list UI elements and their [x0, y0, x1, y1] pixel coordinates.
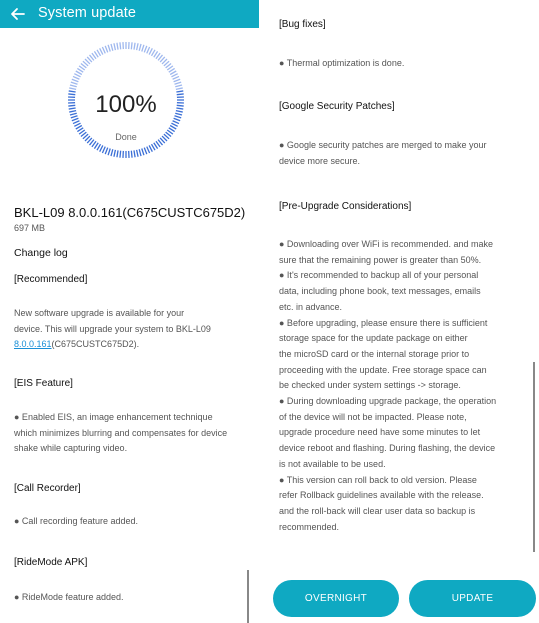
progress-tick: [170, 126, 176, 130]
progress-tick: [173, 121, 179, 124]
ridemode-heading: [RideMode APK]: [14, 557, 88, 568]
progress-tick: [108, 149, 110, 156]
bug-fixes-heading: [Bug fixes]: [279, 19, 326, 30]
progress-tick: [139, 149, 141, 156]
progress-tick: [76, 71, 82, 75]
pre-upgrade-line: data, including phone book, text messages, emails: [279, 286, 481, 297]
left-panel: [0, 0, 259, 623]
pre-upgrade-line: ● It's recommended to backup all of your personal: [279, 270, 479, 281]
progress-tick: [69, 88, 76, 89]
progress-tick: [102, 147, 105, 153]
progress-tick: [73, 76, 79, 79]
pre-upgrade-line: upgrade procedure need have some minutes to let: [279, 427, 481, 438]
progress-tick: [137, 150, 138, 157]
app-bar-title: System update: [38, 5, 137, 21]
ridemode-text: ● RideMode feature added.: [14, 592, 124, 602]
progress-tick: [102, 47, 105, 53]
pre-upgrade-heading: [Pre-Upgrade Considerations]: [279, 201, 412, 212]
pre-upgrade-text: [279, 237, 496, 535]
right-scrollbar[interactable]: [533, 362, 535, 552]
pre-upgrade-line: and the roll-back will clear user data so backup is: [279, 505, 476, 516]
progress-tick: [73, 121, 79, 124]
progress-tick: [71, 82, 78, 84]
progress-tick: [131, 42, 132, 49]
progress-tick: [137, 43, 138, 50]
progress-tick: [139, 44, 141, 51]
progress-tick: [100, 145, 103, 151]
pre-upgrade-line: of the device will not be impacted. Please note,: [279, 411, 467, 422]
pre-upgrade-line: ● During downloading upgrade package, the operation: [279, 396, 497, 407]
version-link[interactable]: 8.0.0.161: [14, 339, 52, 350]
recommended-text: New software upgrade is available for your device. This will upgrade your system to BKL-L09 8.0.0.161(C675CUSTC675D2).: [14, 308, 211, 350]
progress-tick: [175, 82, 182, 84]
call-recorder-text: ● Call recording feature added.: [14, 516, 139, 526]
progress-tick: [70, 85, 77, 87]
package-version: BKL-L09 8.0.0.161(C675CUSTC675D2): [14, 205, 246, 220]
right-panel: [259, 0, 539, 623]
progress-tick: [105, 148, 108, 155]
progress-tick: [76, 126, 82, 130]
security-heading: [Google Security Patches]: [279, 101, 395, 112]
progress-tick: [134, 150, 135, 157]
progress-tick: [100, 48, 103, 54]
pre-upgrade-line: is not available to be used.: [279, 458, 386, 469]
progress-tick: [108, 45, 110, 52]
progress-tick: [142, 149, 144, 156]
progress-tick: [144, 46, 147, 53]
progress-tick: [147, 47, 150, 53]
progress-tick: [131, 151, 132, 158]
progress-tick: [97, 144, 101, 150]
changelog-title: Change log: [14, 247, 68, 259]
arrow-left-icon[interactable]: [8, 4, 28, 24]
overnight-button[interactable]: OVERNIGHT: [273, 580, 399, 617]
pre-upgrade-line: recommended.: [279, 521, 340, 532]
left-scrollbar[interactable]: [247, 570, 249, 623]
progress-tick: [72, 79, 79, 82]
progress-tick: [111, 149, 113, 156]
progress-tick: [97, 50, 101, 56]
package-size: 697 MB: [14, 223, 46, 233]
pre-upgrade-line: ● This version can roll back to old version. Please: [279, 474, 477, 485]
progress-tick: [74, 74, 80, 77]
progress-status: Done: [115, 132, 137, 142]
progress-tick: [74, 123, 80, 126]
pre-upgrade-line: the microSD card or the internal storage prior to: [279, 348, 470, 359]
pre-upgrade-line: storage space for the update package on either: [279, 333, 468, 344]
pre-upgrade-line: device reboot and flashing. During flashing, the device: [279, 443, 496, 454]
progress-tick: [171, 123, 177, 126]
call-recorder-heading: [Call Recorder]: [14, 483, 81, 494]
progress-tick: [176, 88, 183, 89]
progress-tick: [111, 44, 113, 51]
app-bar: [0, 0, 259, 28]
progress-tick: [120, 151, 121, 158]
pre-upgrade-line: ● Downloading over WiFi is recommended. and make: [279, 239, 494, 249]
pre-upgrade-line: sure that the remaining power is greater than 50%.: [279, 254, 482, 265]
bug-fixes-text: ● Thermal optimization is done.: [279, 58, 405, 68]
security-text: ● Google security patches are merged to make your device more secure.: [279, 140, 487, 166]
progress-tick: [114, 150, 115, 157]
pre-upgrade-line: proceeding with the update. Free storage space can: [279, 364, 487, 375]
progress-tick: [149, 48, 152, 54]
progress-percent: 100%: [95, 91, 157, 118]
progress-tick: [114, 43, 115, 50]
progress-tick: [120, 42, 121, 49]
progress-tick: [147, 147, 150, 153]
progress-tick: [152, 144, 156, 150]
progress-tick: [152, 50, 156, 56]
progress-tick: [149, 145, 152, 151]
eis-text: ● Enabled EIS, an image enhancement technique which minimizes blurring and compensates for device shake while capturing video.: [14, 412, 228, 454]
progress-tick: [142, 45, 144, 52]
progress-tick: [175, 85, 182, 87]
progress-tick: [174, 79, 181, 82]
progress-tick: [170, 71, 176, 75]
progress-tick: [134, 43, 135, 50]
eis-heading: [EIS Feature]: [14, 378, 73, 389]
progress-tick: [171, 74, 177, 77]
pre-upgrade-line: be checked under system settings -> storage.: [279, 380, 461, 391]
recommended-heading: [Recommended]: [14, 274, 88, 285]
update-button[interactable]: UPDATE: [409, 580, 536, 617]
progress-tick: [117, 150, 118, 157]
pre-upgrade-line: etc. in advance.: [279, 301, 343, 312]
progress-tick: [105, 46, 108, 53]
progress-tick: [117, 43, 118, 50]
progress-tick: [173, 76, 179, 79]
progress-tick: [144, 148, 147, 155]
pre-upgrade-line: refer Rollback guidelines available with the release.: [279, 490, 484, 501]
pre-upgrade-line: ● Before upgrading, please ensure there is sufficient: [279, 317, 488, 328]
